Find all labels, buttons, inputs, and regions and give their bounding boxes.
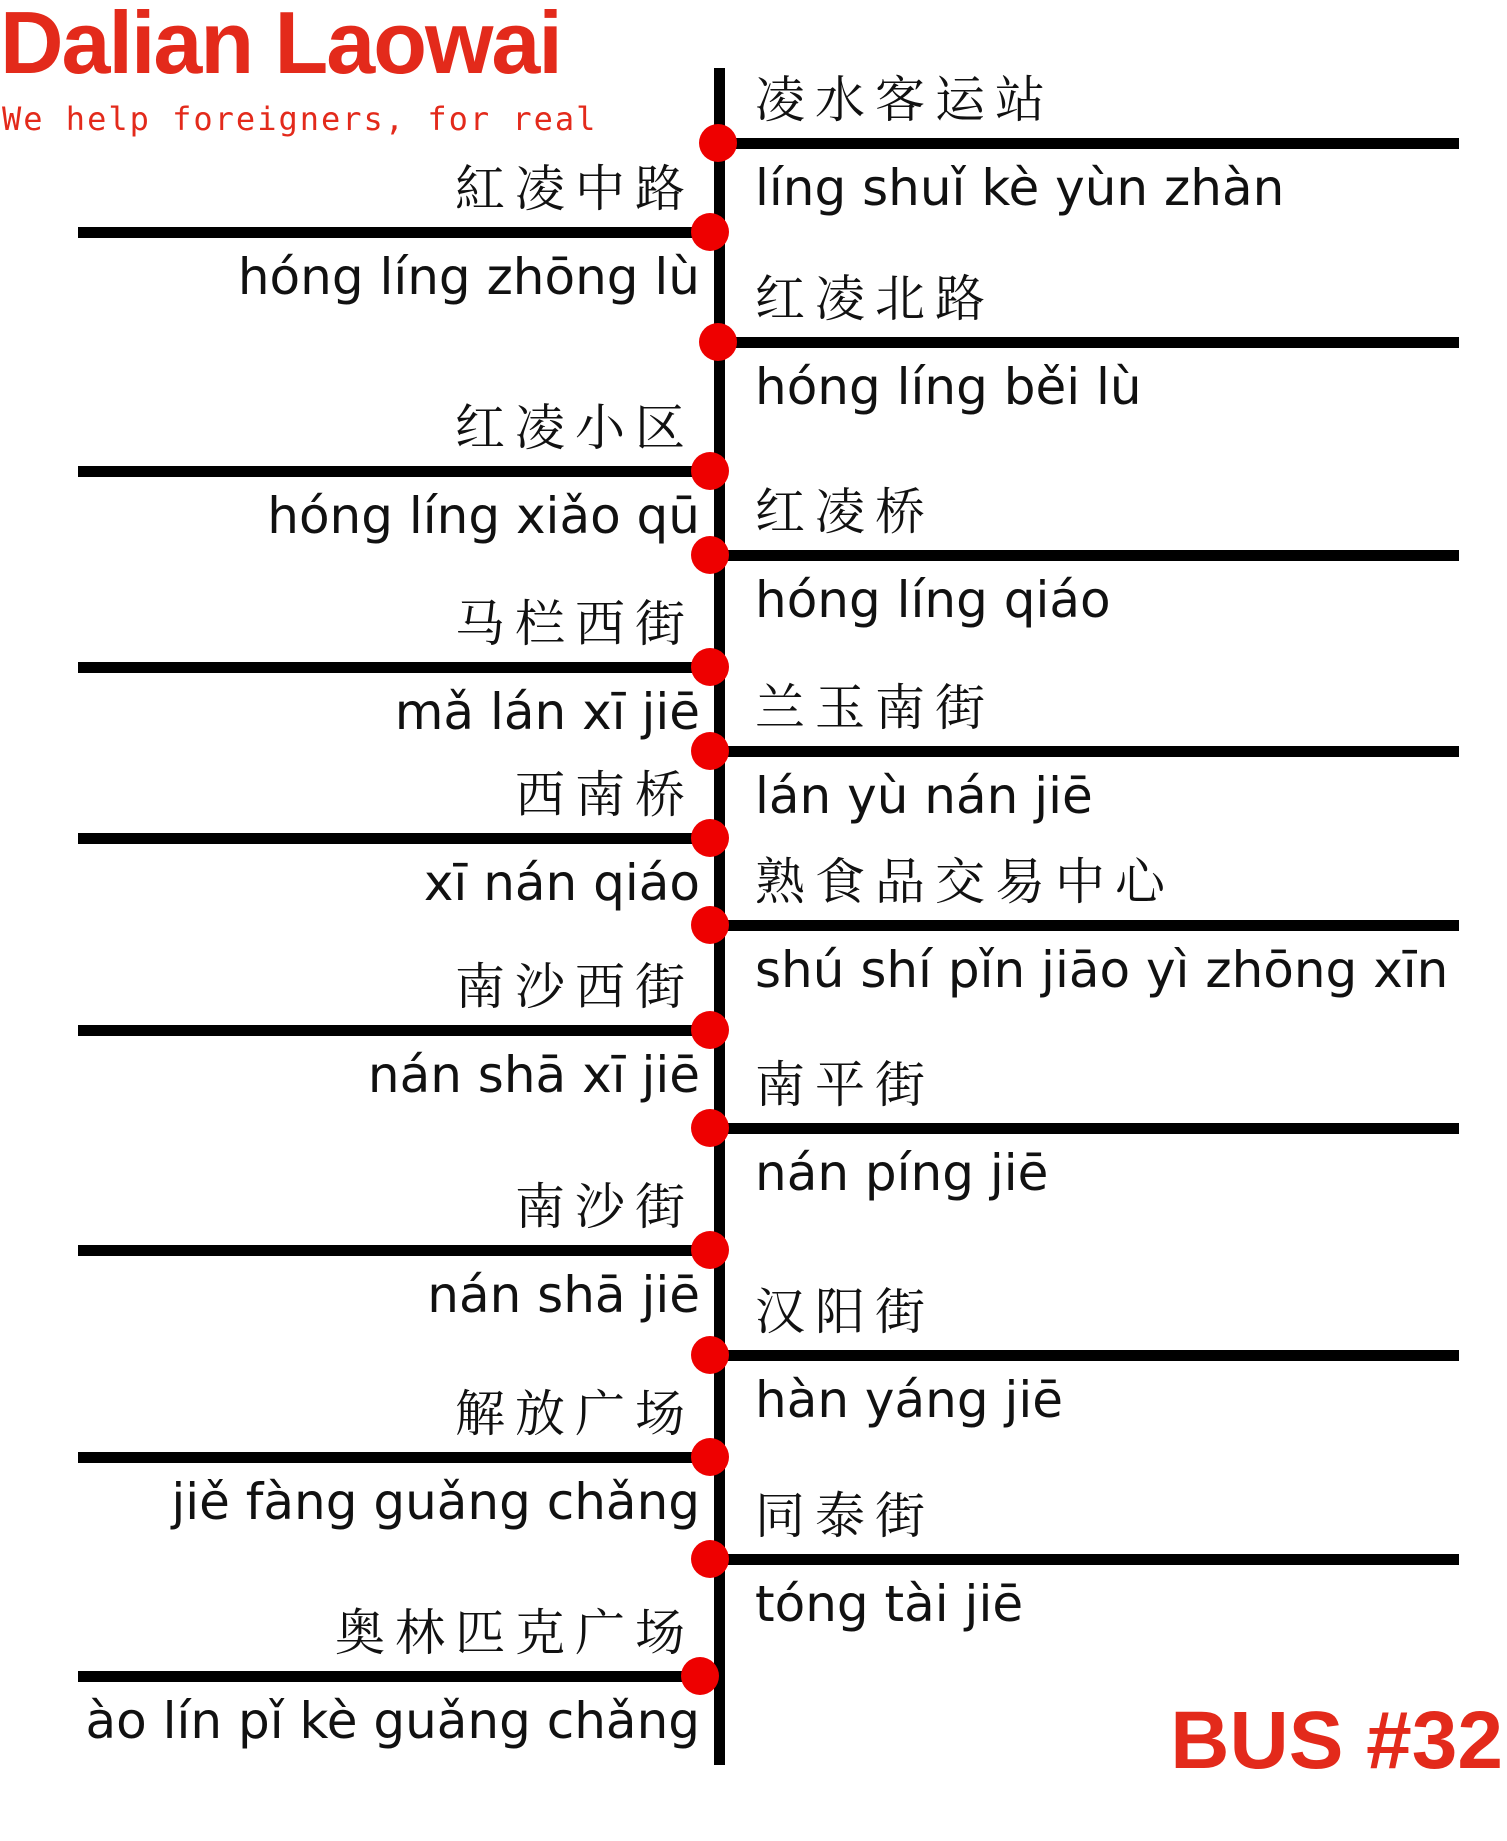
- stop-name-hanzi: 同泰街: [755, 1487, 935, 1545]
- stop-marker: [691, 1540, 729, 1578]
- stop-marker: [691, 536, 729, 574]
- logo-title: Dalian Laowai: [0, 0, 561, 92]
- stop-line: [720, 1350, 1459, 1361]
- stop-name-pinyin: hóng líng zhōng lù: [237, 248, 700, 306]
- stop-line: [78, 1245, 715, 1256]
- stop-marker: [691, 819, 729, 857]
- stop-name-pinyin: mǎ lán xī jiē: [394, 683, 700, 741]
- stop-name-hanzi: 西南桥: [515, 766, 695, 824]
- stop-line: [78, 662, 715, 673]
- stop-name-hanzi: 南平街: [755, 1056, 935, 1114]
- stop-line: [78, 1452, 715, 1463]
- stop-name-hanzi: 熟食品交易中心: [755, 853, 1175, 911]
- stop-name-pinyin: nán shā jiē: [427, 1266, 700, 1324]
- stop-marker: [691, 452, 729, 490]
- stop-name-hanzi: 马栏西街: [455, 595, 695, 653]
- stop-marker: [691, 1011, 729, 1049]
- stop-name-pinyin: hóng líng běi lù: [755, 358, 1142, 416]
- stop-line: [720, 746, 1459, 757]
- stop-name-pinyin: hóng líng qiáo: [755, 571, 1111, 629]
- logo-tagline: We help foreigners, for real: [2, 100, 598, 138]
- stop-marker: [691, 1231, 729, 1269]
- stop-name-hanzi: 兰玉南街: [755, 679, 995, 737]
- stop-marker: [691, 732, 729, 770]
- stop-marker: [691, 906, 729, 944]
- stop-name-hanzi: 奥林匹克广场: [335, 1604, 695, 1662]
- stop-marker: [691, 213, 729, 251]
- stop-name-hanzi: 解放广场: [455, 1385, 695, 1443]
- stop-name-pinyin: shú shí pǐn jiāo yì zhōng xīn: [755, 941, 1449, 999]
- stop-name-hanzi: 红凌桥: [755, 483, 935, 541]
- stop-name-hanzi: 红凌北路: [755, 270, 995, 328]
- stop-line: [78, 833, 715, 844]
- stop-marker: [681, 1657, 719, 1695]
- stop-name-pinyin: hàn yáng jiē: [755, 1371, 1064, 1429]
- stop-marker: [691, 1438, 729, 1476]
- stop-line: [78, 1025, 715, 1036]
- stop-name-hanzi: 南沙街: [515, 1178, 695, 1236]
- stop-line: [720, 1123, 1459, 1134]
- stop-name-pinyin: lán yù nán jiē: [755, 767, 1093, 825]
- stop-name-hanzi: 紅凌中路: [455, 160, 695, 218]
- stop-line: [78, 466, 715, 477]
- stop-marker: [699, 323, 737, 361]
- stop-name-pinyin: tóng tài jiē: [755, 1575, 1024, 1633]
- stop-marker: [691, 648, 729, 686]
- stop-name-hanzi: 南沙西街: [455, 958, 695, 1016]
- stop-line: [720, 138, 1459, 149]
- stop-line: [720, 1554, 1459, 1565]
- stop-line: [720, 337, 1459, 348]
- stop-name-pinyin: nán shā xī jiē: [367, 1046, 700, 1104]
- stop-marker: [691, 1336, 729, 1374]
- stop-name-pinyin: nán píng jiē: [755, 1144, 1049, 1202]
- stop-marker: [691, 1109, 729, 1147]
- route-label: BUS #32: [1170, 1695, 1503, 1786]
- stop-name-pinyin: jiě fàng guǎng chǎng: [171, 1473, 700, 1531]
- stop-line: [78, 1671, 715, 1682]
- stop-marker: [699, 124, 737, 162]
- stop-line: [78, 227, 715, 238]
- stop-name-pinyin: líng shuǐ kè yùn zhàn: [755, 159, 1285, 217]
- stop-name-hanzi: 汉阳街: [755, 1283, 935, 1341]
- stop-name-pinyin: ào lín pǐ kè guǎng chǎng: [85, 1692, 700, 1750]
- stop-name-pinyin: hóng líng xiǎo qū: [267, 487, 700, 545]
- stop-name-pinyin: xī nán qiáo: [423, 854, 700, 912]
- stop-name-hanzi: 红凌小区: [455, 399, 695, 457]
- stop-name-hanzi: 凌水客运站: [755, 71, 1055, 129]
- stop-line: [720, 550, 1459, 561]
- stop-line: [720, 920, 1459, 931]
